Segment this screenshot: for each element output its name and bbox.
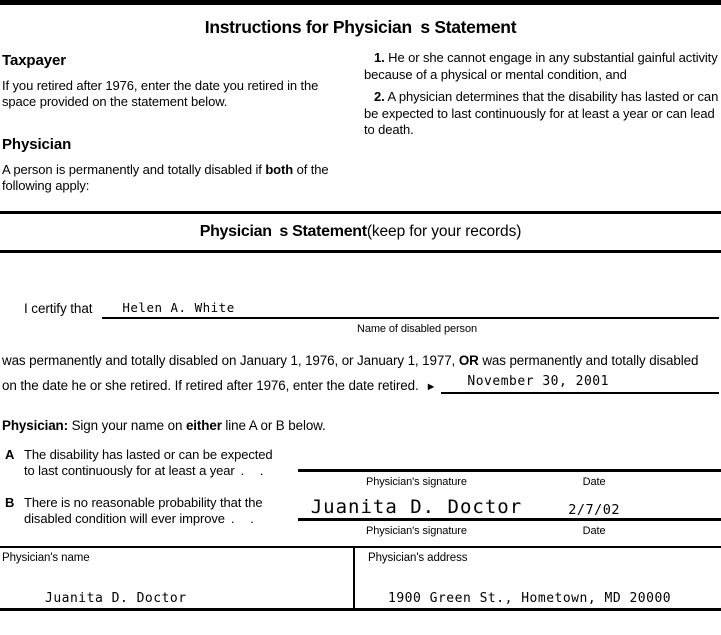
physician-address-value: 1900 Green St., Hometown, MD 20000: [388, 591, 672, 606]
line-b-signature-field[interactable]: [298, 495, 721, 521]
line-a-text: [5, 447, 298, 488]
line-b-labels: [298, 525, 721, 537]
line-b-date-value: 2/7/02: [568, 502, 620, 518]
line-b-date-label: Date: [582, 525, 606, 537]
condition-2-number: 2.: [374, 89, 385, 104]
dp-line1-pre: was permanently and totally disabled on January 1, 1976, or January 1, 1977,: [2, 353, 459, 368]
line-a-signature-label: Physician's signature: [365, 476, 467, 488]
disabled-person-name-value: Helen A. White: [122, 300, 235, 315]
sign-instruction-either: either: [185, 418, 222, 433]
dp-line1-or: OR: [458, 353, 479, 368]
line-a-signature-field[interactable]: [298, 447, 721, 472]
line-b-signature-label: Physician's signature: [365, 525, 467, 537]
condition-2-text: A physician determines that the disability has lasted or can be expected to last continuously for at least a year or can lead to death.: [364, 89, 719, 137]
disabled-person-name-field[interactable]: [102, 299, 719, 319]
physician-info-box: [0, 546, 721, 611]
condition-1-text: He or she cannot engage in any substantial gainful activity because of a physical or mental condition, and: [364, 50, 718, 82]
physician-heading: Physician: [2, 136, 72, 153]
physician-body-bold: both: [265, 162, 294, 177]
section-divider-bottom: [0, 250, 721, 253]
line-a-dot-leader: . .: [240, 462, 270, 478]
line-b-letter: B: [5, 495, 15, 510]
signature-lines-section: [0, 447, 721, 537]
disabled-paragraph: [2, 353, 719, 394]
condition-1-number: 1.: [374, 50, 385, 65]
line-a-date-label: Date: [582, 476, 606, 488]
sign-instruction-post: line A or B below.: [221, 418, 326, 433]
line-a-letter: A: [5, 447, 15, 462]
line-b-row: [5, 495, 721, 537]
line-b-dot-leader: . .: [230, 510, 260, 526]
line-b-text2: disabled condition will ever improve: [24, 510, 225, 526]
physician-body: [2, 162, 348, 194]
line-b-signature-block: [298, 495, 721, 537]
physician-body-post: of the following apply:: [2, 162, 329, 193]
instructions-columns: [0, 50, 721, 194]
instructions-left-column: [2, 50, 356, 194]
line-b-text1: There is no reasonable probability that the: [24, 495, 263, 510]
statement-title-bold: Physician s Statement: [199, 223, 367, 240]
line-a-row: [5, 447, 721, 488]
date-retired-value: November 30, 2001: [467, 374, 609, 389]
instructions-right-column: [356, 50, 719, 194]
date-retired-field[interactable]: [441, 374, 719, 394]
line-b-text: [5, 495, 298, 537]
section-divider-top: [0, 211, 721, 214]
top-rule-bar: [0, 0, 721, 5]
line-b-signature-value: Juanita D. Doctor: [310, 496, 523, 518]
line-a-description: [24, 447, 273, 488]
sign-instruction: [2, 418, 719, 433]
certify-caption: Name of disabled person: [357, 323, 477, 335]
dp-line1-post: was permanently and totally disabled: [478, 353, 699, 368]
physician-address-cell[interactable]: [355, 548, 721, 608]
physician-address-label: Physician's address: [368, 552, 468, 564]
physician-name-label: Physician's name: [2, 552, 90, 564]
physician-name-value: Juanita D. Doctor: [45, 591, 187, 606]
line-a-text2: to last continuously for at least a year: [24, 462, 235, 478]
dp-line2-text: on the date he or she retired. If retired after 1976, enter the date retired.: [2, 378, 419, 393]
physician-body-pre: A person is permanently and totally disabled if: [2, 162, 266, 177]
line-a-text1: The disability has lasted or can be expected: [24, 447, 273, 462]
line-b-description: [24, 495, 263, 537]
condition-item-2: [364, 89, 719, 139]
taxpayer-heading: Taxpayer: [2, 52, 66, 69]
statement-title-note: (keep for your records): [366, 223, 522, 240]
line-a-signature-block: [298, 447, 721, 488]
certify-row: [24, 299, 719, 319]
certify-label: I certify that: [24, 301, 93, 316]
disabled-paragraph-line2: [2, 374, 719, 394]
sign-instruction-bold: Physician:: [2, 418, 68, 433]
arrow-right-icon: ►: [425, 381, 437, 393]
taxpayer-body: If you retired after 1976, enter the date you retired in the space provided on the statement below.: [2, 78, 319, 109]
line-a-labels: [298, 476, 721, 488]
statement-title: [0, 223, 721, 241]
sign-instruction-pre: Sign your name on: [67, 418, 186, 433]
physician-name-cell[interactable]: [0, 548, 355, 608]
condition-item-1: [364, 50, 719, 83]
page-title: Instructions for Physician s Statement: [204, 17, 517, 37]
disabled-paragraph-line1: [2, 353, 719, 368]
